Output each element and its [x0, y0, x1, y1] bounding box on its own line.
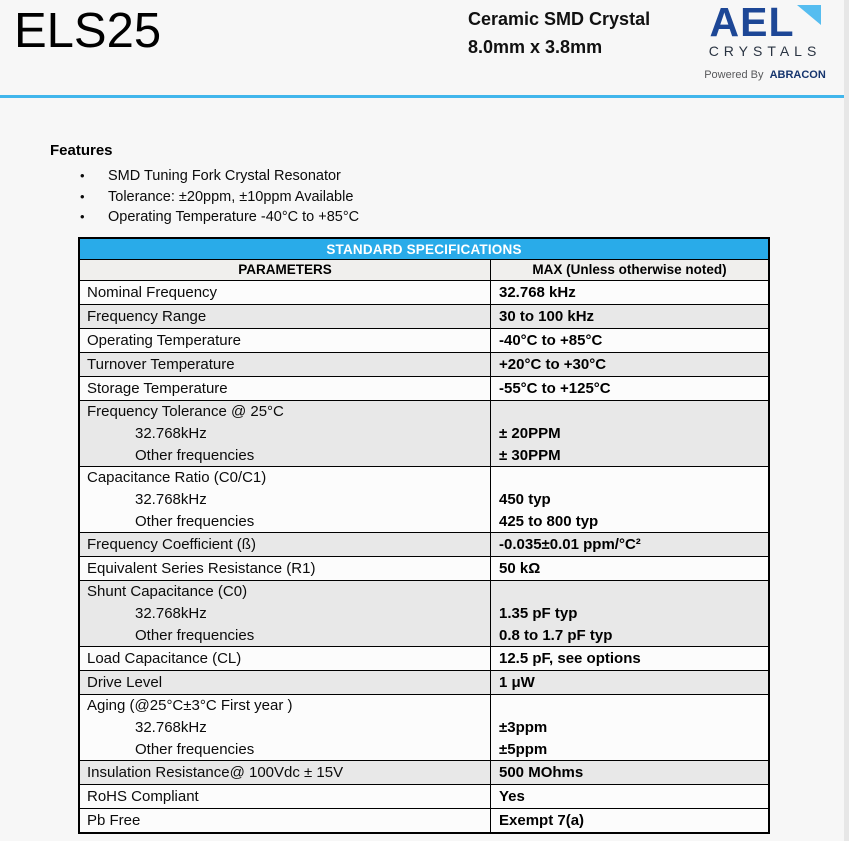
param-label: Turnover Temperature — [80, 353, 491, 376]
value-blank — [491, 401, 768, 423]
features-section — [50, 140, 359, 228]
param-label: Nominal Frequency — [80, 281, 491, 304]
param-label: Operating Temperature — [80, 329, 491, 352]
feature-item — [50, 187, 359, 208]
value-label: 50 kΩ — [499, 560, 541, 577]
param-cell — [80, 695, 491, 760]
value-label: +20°C to +30°C — [499, 356, 607, 373]
value-label: ±5ppm — [499, 741, 548, 758]
param-label: Insulation Resistance@ 100Vdc ± 15V — [80, 761, 491, 784]
table-row — [80, 377, 768, 401]
column-header-max: MAX (Unless otherwise noted) — [532, 262, 727, 277]
bullet-icon: • — [80, 188, 85, 204]
sub-param-label: Other frequencies — [135, 513, 255, 530]
value-label: ± 30PPM — [499, 447, 561, 464]
table-row — [80, 785, 768, 809]
feature-text: Tolerance: ±20ppm, ±10ppm Available — [108, 188, 354, 205]
value-label: 30 to 100 kHz — [499, 308, 595, 325]
table-row — [80, 329, 768, 353]
param-label: Capacitance Ratio (C0/C1) — [87, 469, 267, 486]
sub-param-label: 32.768kHz — [135, 425, 207, 442]
param-label: Aging (@25°C±3°C First year ) — [87, 697, 293, 714]
table-row — [80, 809, 768, 832]
table-row — [80, 467, 768, 533]
logo-triangle-icon — [797, 5, 821, 31]
features-list — [50, 166, 359, 228]
logo-crystals-text: CRYSTALS — [708, 43, 822, 59]
spec-table-rows — [80, 281, 768, 832]
param-label: RoHS Compliant — [80, 785, 491, 808]
param-label: Equivalent Series Resistance (R1) — [80, 557, 491, 580]
value-label: 1 μW — [499, 674, 535, 691]
subtitle-line2: 8.0mm x 3.8mm — [468, 37, 603, 57]
table-row — [80, 305, 768, 329]
param-label: Frequency Coefficient (ß) — [80, 533, 491, 556]
page-title: ELS25 — [14, 4, 162, 58]
features-heading: Features — [50, 142, 113, 159]
powered-by-label: Powered By — [704, 69, 764, 81]
value-cell — [491, 695, 768, 760]
table-row — [80, 401, 768, 467]
param-label: Load Capacitance (CL) — [80, 647, 491, 670]
sub-param-label: 32.768kHz — [135, 605, 207, 622]
column-header-parameters: PARAMETERS — [80, 260, 491, 280]
value-label: -40°C to +85°C — [499, 332, 603, 349]
page-right-edge — [844, 0, 849, 841]
table-row — [80, 695, 768, 761]
param-label: Frequency Range — [80, 305, 491, 328]
param-label: Shunt Capacitance (C0) — [87, 583, 248, 600]
table-row — [80, 647, 768, 671]
value-blank — [491, 467, 768, 489]
sub-param-label: 32.768kHz — [135, 491, 207, 508]
logo-brand-text: AEL — [709, 0, 795, 45]
value-label: 450 typ — [499, 491, 551, 508]
table-row — [80, 533, 768, 557]
value-label: 0.8 to 1.7 pF typ — [499, 627, 613, 644]
subtitle-line1: Ceramic SMD Crystal — [468, 9, 651, 29]
table-row — [80, 557, 768, 581]
value-label: 425 to 800 typ — [499, 513, 599, 530]
param-label: Pb Free — [80, 809, 491, 832]
value-label: ± 20PPM — [499, 425, 561, 442]
param-cell — [80, 467, 491, 532]
value-label: Exempt 7(a) — [499, 812, 585, 829]
feature-item — [50, 207, 359, 228]
standard-specifications-table — [78, 237, 770, 834]
sub-param-label: Other frequencies — [135, 627, 255, 644]
product-subtitle — [468, 5, 650, 61]
param-cell — [80, 401, 491, 466]
logo-brand-row — [709, 0, 821, 45]
table-row — [80, 761, 768, 785]
header-divider-line — [0, 95, 849, 98]
bullet-icon: • — [80, 209, 85, 224]
value-label: 12.5 pF, see options — [499, 650, 641, 667]
param-label: Frequency Tolerance @ 25°C — [87, 403, 284, 420]
value-cell — [491, 467, 768, 532]
table-row — [80, 581, 768, 647]
table-title: STANDARD SPECIFICATIONS — [80, 239, 768, 260]
sub-param-label: Other frequencies — [135, 447, 255, 464]
feature-item — [50, 166, 359, 187]
feature-text: SMD Tuning Fork Crystal Resonator — [108, 168, 341, 184]
value-blank — [491, 695, 768, 717]
table-column-header — [80, 260, 768, 281]
powered-by-line — [704, 69, 826, 81]
sub-param-label: Other frequencies — [135, 741, 255, 758]
param-label: Storage Temperature — [80, 377, 491, 400]
value-label: ±3ppm — [499, 719, 548, 736]
param-cell — [80, 581, 491, 646]
ael-crystals-logo — [689, 0, 841, 81]
table-row — [80, 281, 768, 305]
value-cell — [491, 401, 768, 466]
table-row — [80, 671, 768, 695]
abracon-brand: ABRACON — [769, 69, 826, 81]
value-label: -0.035±0.01 ppm/°C² — [499, 536, 641, 553]
table-row — [80, 353, 768, 377]
param-label: Drive Level — [80, 671, 491, 694]
value-label: -55°C to +125°C — [499, 380, 611, 397]
value-label: 500 MOhms — [499, 764, 584, 781]
value-blank — [491, 581, 768, 603]
value-label: 1.35 pF typ — [499, 605, 578, 622]
value-label: Yes — [499, 788, 525, 805]
bullet-icon: • — [80, 168, 85, 183]
feature-text: Operating Temperature -40°C to +85°C — [108, 209, 360, 225]
sub-param-label: 32.768kHz — [135, 719, 207, 736]
value-cell — [491, 581, 768, 646]
value-label: 32.768 kHz — [499, 284, 576, 301]
